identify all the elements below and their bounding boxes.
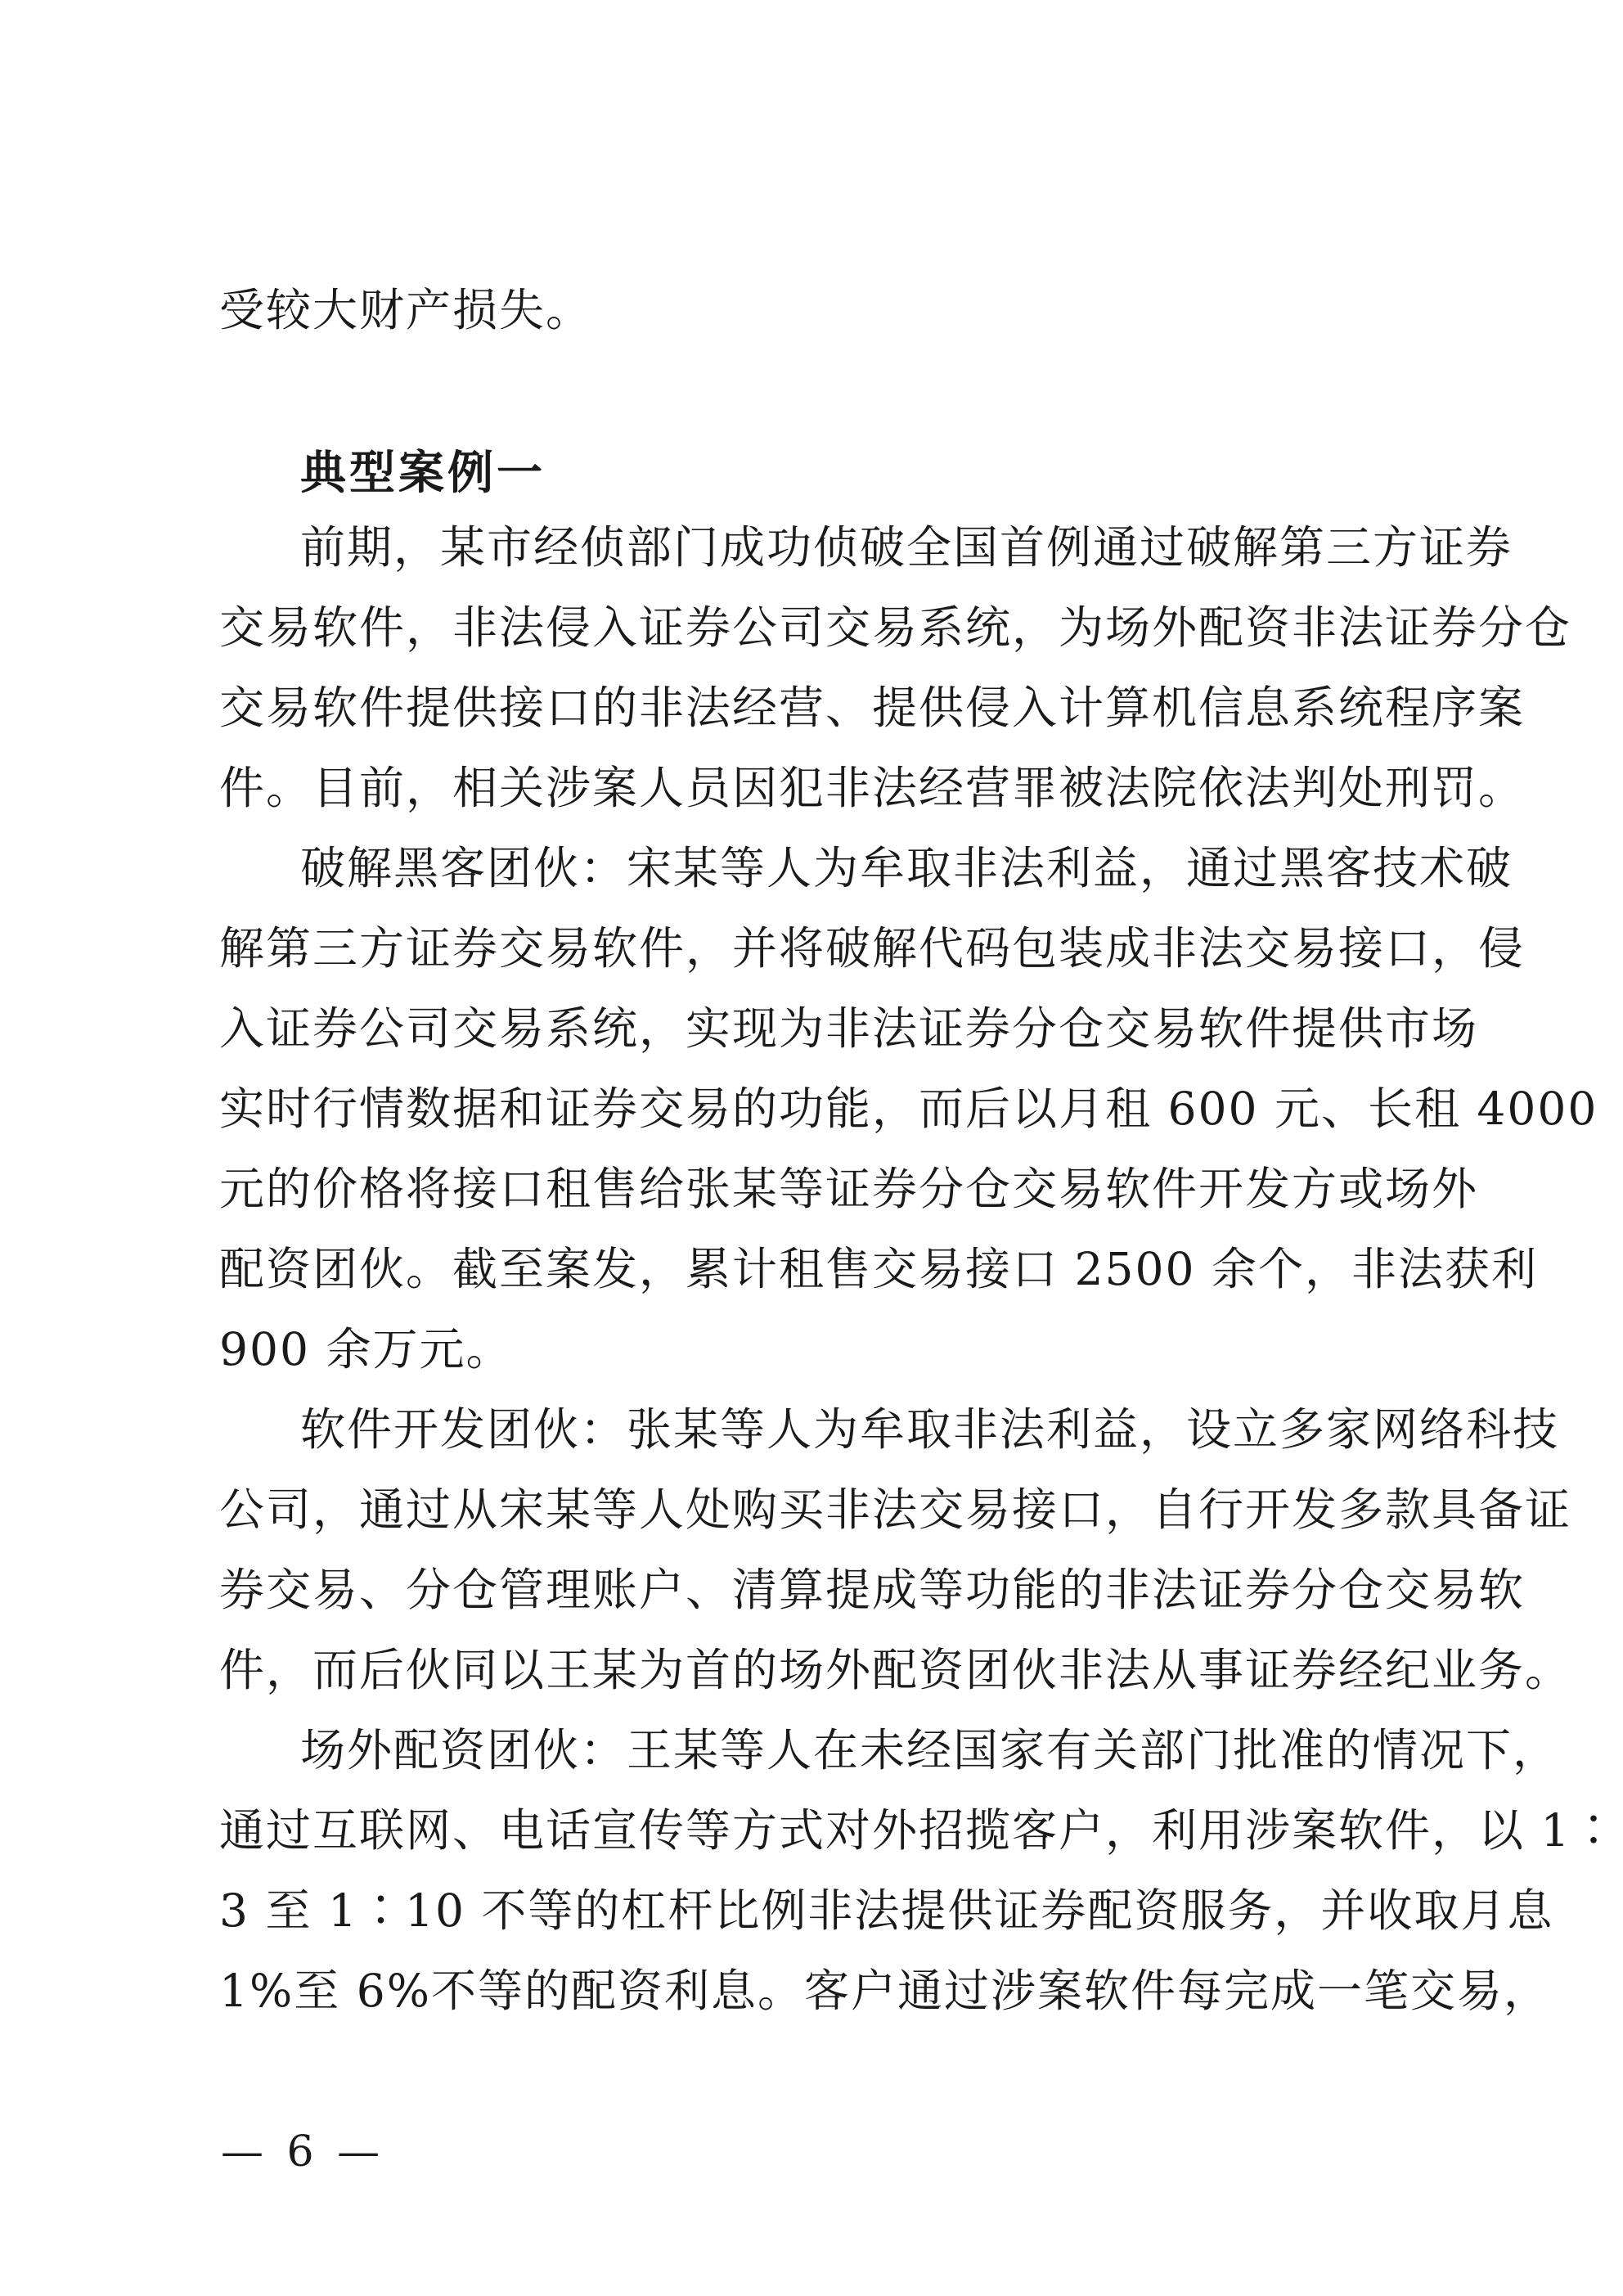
text-line: 元的价格将接口租售给张某等证券分仓交易软件开发方或场外 [219, 1163, 1479, 1215]
text-line: 3 至 1∶10 不等的杠杆比例非法提供证券配资服务，并收取月息 [219, 1884, 1554, 1937]
text-line: 公司，通过从宋某等人处购买非法交易接口，自行开发多款具备证 [219, 1483, 1572, 1536]
text-line: 通过互联网、电话宣传等方式对外招揽客户，利用涉案软件，以 1∶ [219, 1804, 1618, 1857]
section-heading: 典型案例一 [300, 447, 546, 500]
text-line: 900 余万元。 [219, 1323, 513, 1375]
text-line: 配资团伙。截至案发，累计租售交易接口 2500 余个，非法获利 [219, 1243, 1538, 1295]
text-line: 入证券公司交易系统，实现为非法证券分仓交易软件提供市场 [219, 1002, 1479, 1055]
text-line: 实时行情数据和证券交易的功能，而后以月租 600 元、长租 4000 [219, 1083, 1598, 1135]
text-line: 场外配资团伙：王某等人在未经国家有关部门批准的情况下， [300, 1724, 1560, 1776]
text-line: 件，而后伙同以王某为首的场外配资团伙非法从事证券经纪业务。 [219, 1644, 1572, 1696]
text-line: 券交易、分仓管理账户、清算提成等功能的非法证券分仓交易软 [219, 1564, 1526, 1616]
page-number: — 6 — [221, 2127, 385, 2177]
text-line: 解第三方证券交易软件，并将破解代码包装成非法交易接口，侵 [219, 922, 1526, 975]
text-line: 破解黑客团伙：宋某等人为牟取非法利益，通过黑客技术破 [300, 842, 1513, 894]
text-line: 交易软件，非法侵入证券公司交易系统，为场外配资非法证券分仓 [219, 601, 1572, 654]
text-line: 受较大财产损失。 [219, 284, 593, 336]
text-line: 软件开发团伙：张某等人为牟取非法利益，设立多家网络科技 [300, 1403, 1560, 1456]
text-line: 前期，某市经侦部门成功侦破全国首例通过破解第三方证券 [300, 521, 1513, 574]
text-line: 1%至 6%不等的配资利息。客户通过涉案软件每完成一笔交易， [219, 1965, 1550, 2017]
text-line: 件。目前，相关涉案人员因犯非法经营罪被法院依法判处刑罚。 [219, 762, 1526, 814]
text-line: 交易软件提供接口的非法经营、提供侵入计算机信息系统程序案 [219, 682, 1526, 734]
